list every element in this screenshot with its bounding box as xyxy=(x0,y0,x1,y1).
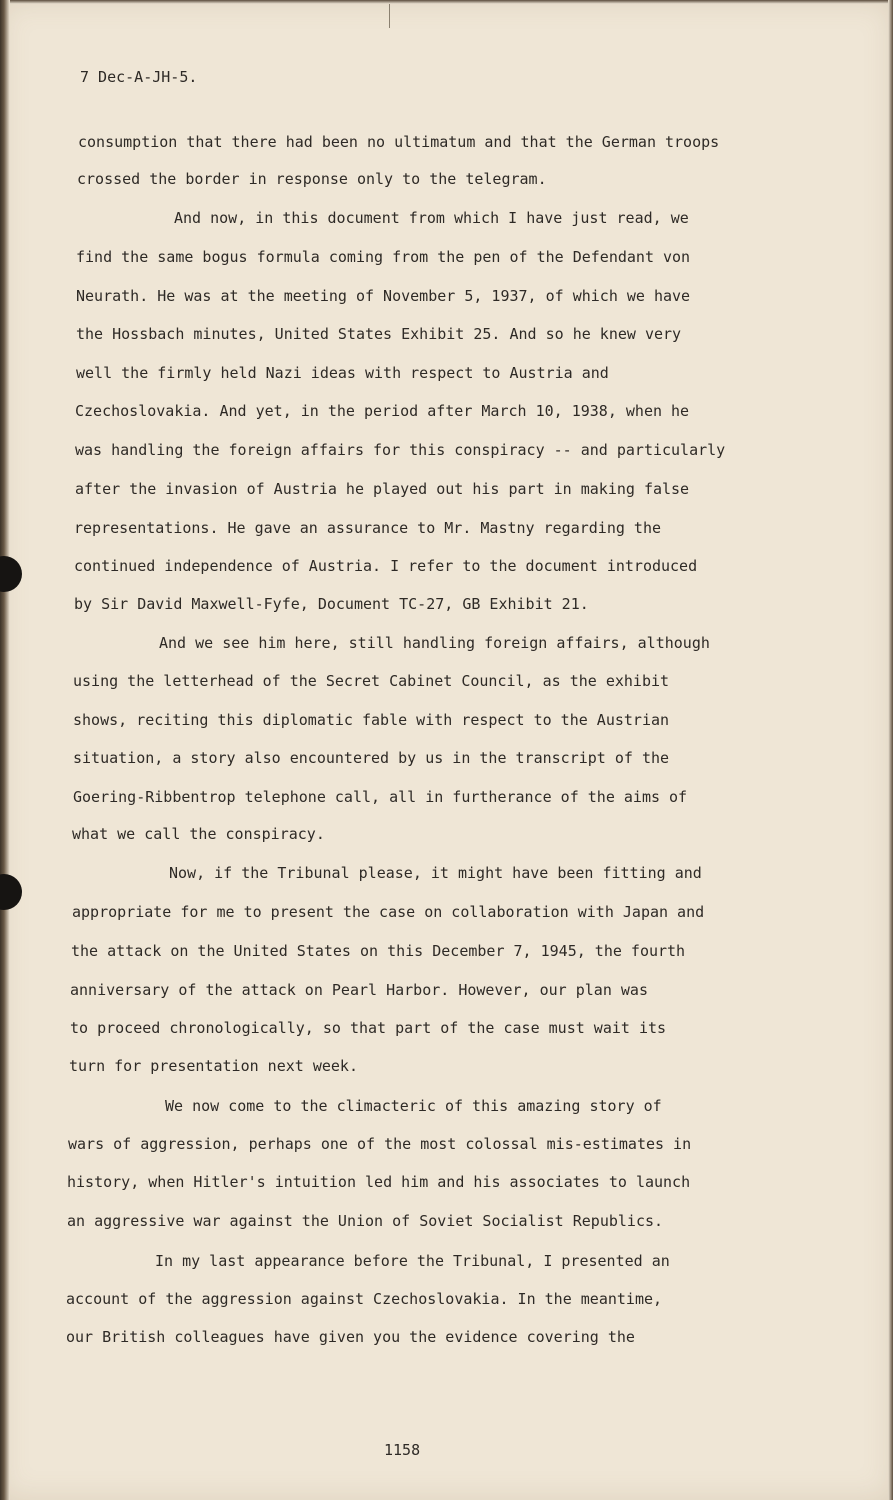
text-line: We now come to the climacteric of this amazing story of xyxy=(165,1097,662,1115)
text-line: representations. He gave an assurance to Mr. Mastny regarding the xyxy=(74,519,661,537)
text-line: account of the aggression against Czechoslovakia. In the meantime, xyxy=(66,1290,663,1308)
punch-hole xyxy=(0,874,22,910)
text-line: And we see him here, still handling foreign affairs, although xyxy=(159,634,710,652)
pencil-mark xyxy=(389,4,390,28)
punch-hole xyxy=(0,556,22,592)
text-line: was handling the foreign affairs for this conspiracy -- and particularly xyxy=(75,441,726,459)
text-line: Czechoslovakia. And yet, in the period after March 10, 1938, when he xyxy=(75,402,690,420)
text-line: consumption that there had been no ultimatum and that the German troops xyxy=(78,133,720,151)
page-number: 1158 xyxy=(384,1441,421,1459)
text-line: anniversary of the attack on Pearl Harbor. However, our plan was xyxy=(70,981,648,999)
text-line: using the letterhead of the Secret Cabinet Council, as the exhibit xyxy=(73,672,670,690)
text-line: find the same bogus formula coming from the pen of the Defendant von xyxy=(76,248,691,266)
text-line: to proceed chronologically, so that part of the case must wait its xyxy=(70,1019,667,1037)
text-line: situation, a story also encountered by us in the transcript of the xyxy=(73,749,670,767)
text-line: what we call the conspiracy. xyxy=(72,825,325,843)
text-line: turn for presentation next week. xyxy=(69,1057,358,1075)
page-edge-right xyxy=(888,0,893,1500)
text-line: an aggressive war against the Union of Soviet Socialist Republics. xyxy=(67,1212,664,1230)
text-line: history, when Hitler's intuition led him and his associates to launch xyxy=(67,1173,691,1191)
text-line: wars of aggression, perhaps one of the most colossal mis-estimates in xyxy=(68,1135,692,1153)
text-line: Goering-Ribbentrop telephone call, all in furtherance of the aims of xyxy=(73,788,688,806)
text-line: the Hossbach minutes, United States Exhibit 25. And so he knew very xyxy=(76,325,682,343)
text-line: the attack on the United States on this December 7, 1945, the fourth xyxy=(71,942,686,960)
text-line: by Sir David Maxwell-Fyfe, Document TC-27, GB Exhibit 21. xyxy=(74,595,589,613)
text-line: Now, if the Tribunal please, it might have been fitting and xyxy=(169,864,702,882)
text-line: after the invasion of Austria he played out his part in making false xyxy=(75,480,690,498)
text-line: Neurath. He was at the meeting of November 5, 1937, of which we have xyxy=(76,287,691,305)
text-line: shows, reciting this diplomatic fable with respect to the Austrian xyxy=(73,711,670,729)
text-line: appropriate for me to present the case on collaboration with Japan and xyxy=(72,903,705,921)
text-line: And now, in this document from which I have just read, we xyxy=(174,209,689,227)
text-line: continued independence of Austria. I refer to the document introduced xyxy=(74,557,698,575)
page-edge-top xyxy=(0,0,893,4)
text-line: In my last appearance before the Tribunal, I presented an xyxy=(155,1252,670,1270)
page-edge-left xyxy=(0,0,10,1500)
text-line: crossed the border in response only to the telegram. xyxy=(77,170,547,188)
text-line: well the firmly held Nazi ideas with respect to Austria and xyxy=(76,364,609,382)
page-header: 7 Dec-A-JH-5. xyxy=(80,68,198,86)
text-line: our British colleagues have given you the evidence covering the xyxy=(66,1328,635,1346)
